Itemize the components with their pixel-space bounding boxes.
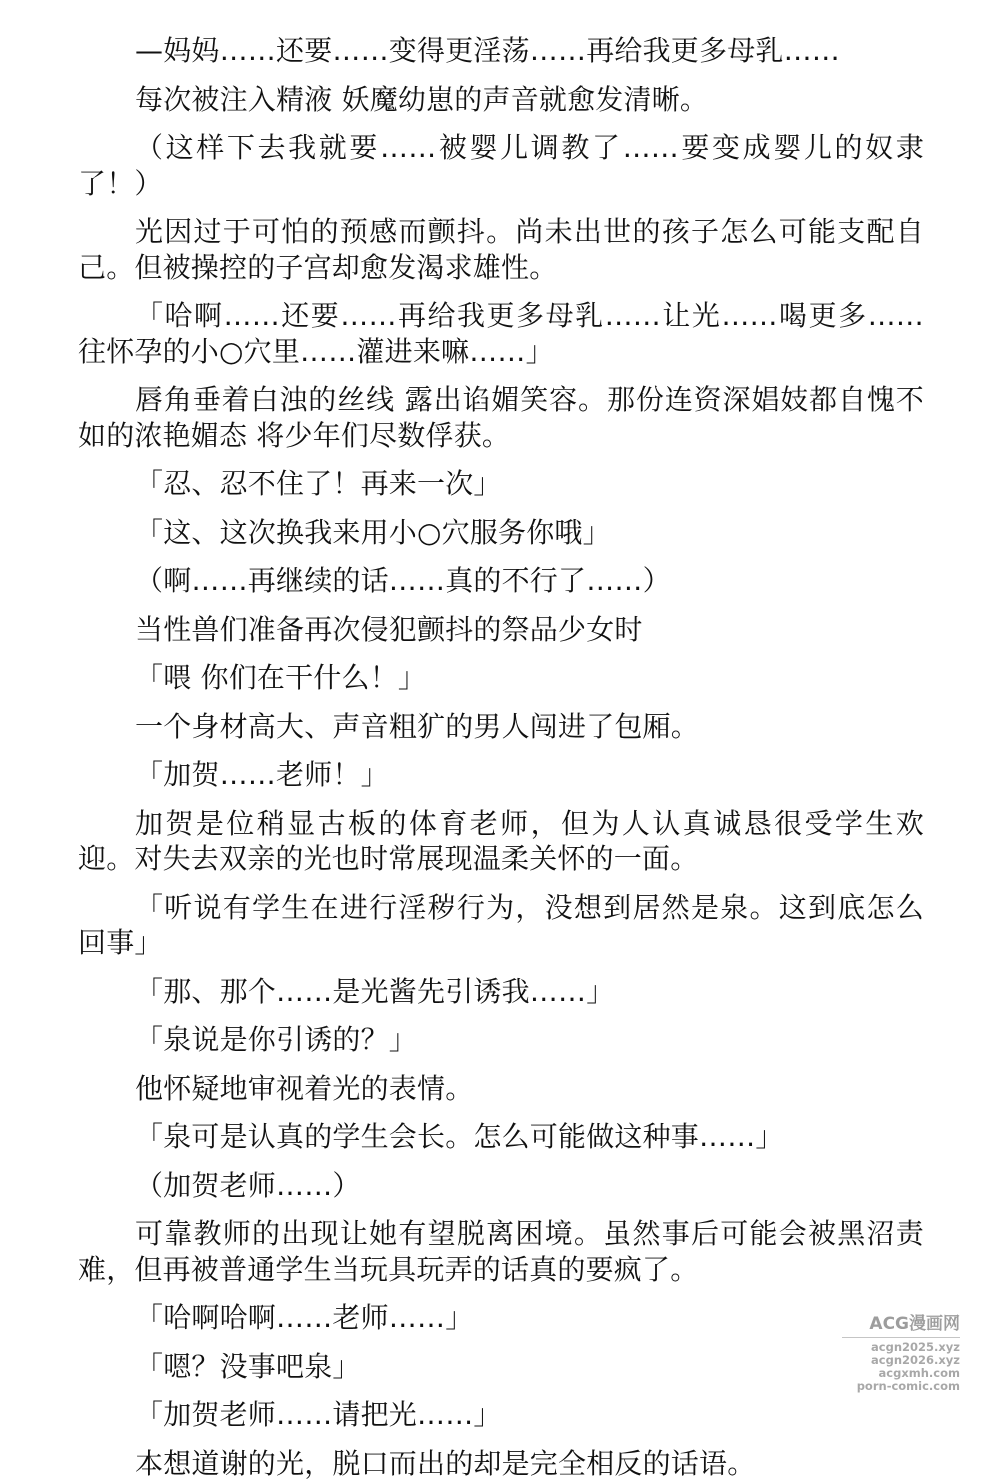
watermark-logo: ACG漫画网	[842, 1313, 960, 1338]
paragraph: 唇角垂着白浊的丝线 露出谄媚笑容。那份连资深娼妓都自愧不如的浓艳媚态 将少年们尽数俘获。	[78, 382, 924, 453]
paragraph: 「泉说是你引诱的？」	[78, 1022, 924, 1058]
paragraph: 加贺是位稍显古板的体育老师，但为人认真诚恳很受学生欢迎。对失去双亲的光也时常展现温柔关怀的一面。	[78, 806, 924, 877]
paragraph: 可靠教师的出现让她有望脱离困境。虽然事后可能会被黑沼责难，但再被普通学生当玩具玩弄的话真的要疯了。	[78, 1216, 924, 1287]
paragraph: 「喂 你们在干什么！」	[78, 660, 924, 696]
paragraph: 「哈啊……还要……再给我更多母乳……让光……喝更多……往怀孕的小○穴里……灌进来嘛……」	[78, 298, 924, 369]
paragraph: 「忍、忍不住了！再来一次」	[78, 466, 924, 502]
paragraph: 本想道谢的光，脱口而出的却是完全相反的话语。	[78, 1446, 924, 1481]
paragraph: 「加贺老师……请把光……」	[78, 1397, 924, 1433]
paragraph: （这样下去我就要……被婴儿调教了……要变成婴儿的奴隶了！）	[78, 130, 924, 201]
paragraph: 「嗯？没事吧泉」	[78, 1349, 924, 1385]
watermark-url: acgn2025.xyz	[842, 1341, 960, 1354]
paragraph: 「加贺……老师！」	[78, 757, 924, 793]
paragraph: 「那、那个……是光酱先引诱我……」	[78, 974, 924, 1010]
paragraph: 光因过于可怕的预感而颤抖。尚未出世的孩子怎么可能支配自己。但被操控的子宫却愈发渴求雄性。	[78, 214, 924, 285]
paragraph: 当性兽们准备再次侵犯颤抖的祭品少女时	[78, 612, 924, 648]
paragraph: 「听说有学生在进行淫秽行为，没想到居然是泉。这到底怎么回事」	[78, 890, 924, 961]
paragraph: 「哈啊哈啊……老师……」	[78, 1300, 924, 1336]
paragraph: 每次被注入精液 妖魔幼崽的声音就愈发清晰。	[78, 82, 924, 118]
paragraph: 一个身材高大、声音粗犷的男人闯进了包厢。	[78, 709, 924, 745]
paragraph: （加贺老师……）	[78, 1168, 924, 1204]
watermark-url: acgn2026.xyz	[842, 1354, 960, 1367]
watermark-url: porn-comic.com	[842, 1380, 960, 1393]
paragraph: （啊……再继续的话……真的不行了……）	[78, 563, 924, 599]
paragraph: 他怀疑地审视着光的表情。	[78, 1071, 924, 1107]
paragraph: 「泉可是认真的学生会长。怎么可能做这种事……」	[78, 1119, 924, 1155]
watermark-url: acgxmh.com	[842, 1367, 960, 1380]
paragraph: 「这、这次换我来用小○穴服务你哦」	[78, 515, 924, 551]
paragraph: —妈妈……还要……变得更淫荡……再给我更多母乳……	[78, 33, 924, 69]
site-watermark	[842, 1313, 960, 1393]
